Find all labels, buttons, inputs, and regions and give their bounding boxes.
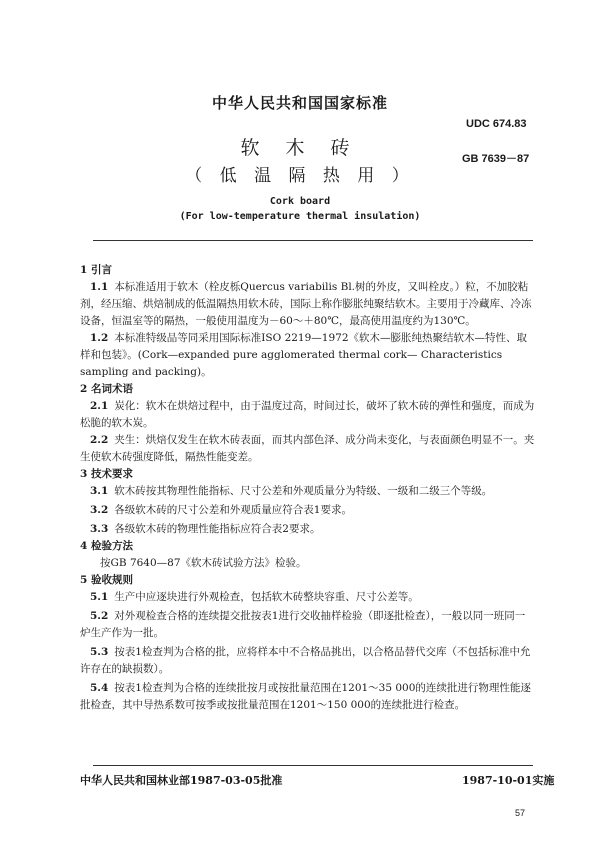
header-divider xyxy=(93,240,533,241)
clause-number: 5.1 xyxy=(90,591,109,603)
document-subtitle-cn: （ 低 温 隔 热 用 ） xyxy=(185,166,415,186)
clause-text: 软木砖按其物理性能指标、尺寸公差和外观质量分为特级、一级和二级三个等级。 xyxy=(114,485,493,497)
clause-text: 本标准适用于软木（栓皮栎Quercus variabilis Bl.树的外皮，又叫栓皮。）粒，不加胶粘剂，经压缩、烘焙制成的低温隔热用软木砖，国际上称作膨胀纯聚结软木。主要用于冷藏库、冷冻设备，恒温室等的隔热，一般使用温度为－60～＋80℃，最高使用温度约为130℃。 xyxy=(80,281,532,327)
paragraph-2-1 xyxy=(80,398,535,432)
national-standard-title: 中华人民共和国国家标准 xyxy=(211,94,388,112)
paragraph-3-1 xyxy=(80,483,535,500)
clause-text: 按表1检查判为合格的批，应将样本中不合格品挑出，以合格品替代交库（不包括标准中允许存在的缺损数）。 xyxy=(80,646,531,675)
section-heading-5: 5 验收规则 xyxy=(80,574,133,586)
clause-number: 5.3 xyxy=(90,646,109,658)
clause-text: 各级软木砖的物理性能指标应符合表2要求。 xyxy=(114,523,321,535)
paragraph-5-3 xyxy=(80,644,535,678)
clause-text: 按表1检查判为合格的连续批按月或按批量范围在1201～35 000的连续批进行物理性能逐批检查，其中导热系数可按季或按批量范围在1201～150 000的连续批进行检查。 xyxy=(80,682,531,711)
udc-code: UDC 674.83 xyxy=(466,118,527,130)
clause-number: 2.1 xyxy=(90,400,109,412)
gb-code: GB 7639－87 xyxy=(462,153,530,165)
clause-number: 5.4 xyxy=(90,682,109,694)
document-title-en: Cork board xyxy=(269,196,331,207)
paragraph-3-2 xyxy=(80,502,535,519)
document-title-cn: 软 木 砖 xyxy=(240,137,360,159)
section-heading-3: 3 技术要求 xyxy=(80,468,133,480)
clause-text: 炭化：软木在烘焙过程中，由于温度过高，时间过长，破坏了软木砖的弹性和强度，而成为松脆的软木炭。 xyxy=(80,400,535,429)
section-heading-4: 4 检验方法 xyxy=(80,540,133,552)
document-subtitle-en: (For low-temperature thermal insulation) xyxy=(179,211,421,222)
page-number: 57 xyxy=(515,808,526,818)
implementation-date: 1987-10-01实施 xyxy=(462,774,555,787)
clause-text: 本标准特级品等同采用国际标准ISO 2219—1972《软木—膨胀纯热聚结软木—特性、取样和包装》。(Cork—expanded pure agglomerated thermal cork— Characteristics sampling and packing)。 xyxy=(80,332,528,378)
clause-number: 3.3 xyxy=(90,523,109,535)
clause-number: 1.1 xyxy=(90,281,109,293)
clause-text: 各级软木砖的尺寸公差和外观质量应符合表1要求。 xyxy=(114,504,352,516)
paragraph-5-2 xyxy=(80,608,535,642)
paragraph-4: 按GB 7640—87《软木砖试验方法》检验。 xyxy=(100,557,307,569)
clause-number: 2.2 xyxy=(90,434,109,446)
clause-number: 3.1 xyxy=(90,485,109,497)
paragraph-1-1 xyxy=(80,279,535,330)
paragraph-1-2 xyxy=(80,330,535,381)
clause-text: 夹生：烘焙仅发生在软木砖表面，而其内部色泽、成分尚未变化，与表面颜色明显不一。夹生使软木砖强度降低，隔热性能变差。 xyxy=(80,434,535,463)
paragraph-5-4 xyxy=(80,680,535,714)
clause-text: 对外观检查合格的连续提交批按表1进行交收抽样检验（即逐批检查），一般以同一班同一炉生产作为一批。 xyxy=(80,610,526,639)
paragraph-2-2 xyxy=(80,432,535,466)
approval-issuer: 中华人民共和国林业部1987-03-05批准 xyxy=(80,774,283,787)
section-heading-1: 1 引言 xyxy=(80,264,112,276)
footer-divider xyxy=(93,765,533,766)
clause-number: 1.2 xyxy=(90,332,109,344)
section-heading-2: 2 名词术语 xyxy=(80,383,133,395)
clause-number: 5.2 xyxy=(90,610,109,622)
clause-text: 生产中应逐块进行外观检查，包括软木砖整块容重、尺寸公差等。 xyxy=(114,591,419,603)
clause-number: 3.2 xyxy=(90,504,109,516)
paragraph-5-1 xyxy=(80,589,535,606)
document-body xyxy=(80,262,535,714)
paragraph-3-3 xyxy=(80,521,535,538)
